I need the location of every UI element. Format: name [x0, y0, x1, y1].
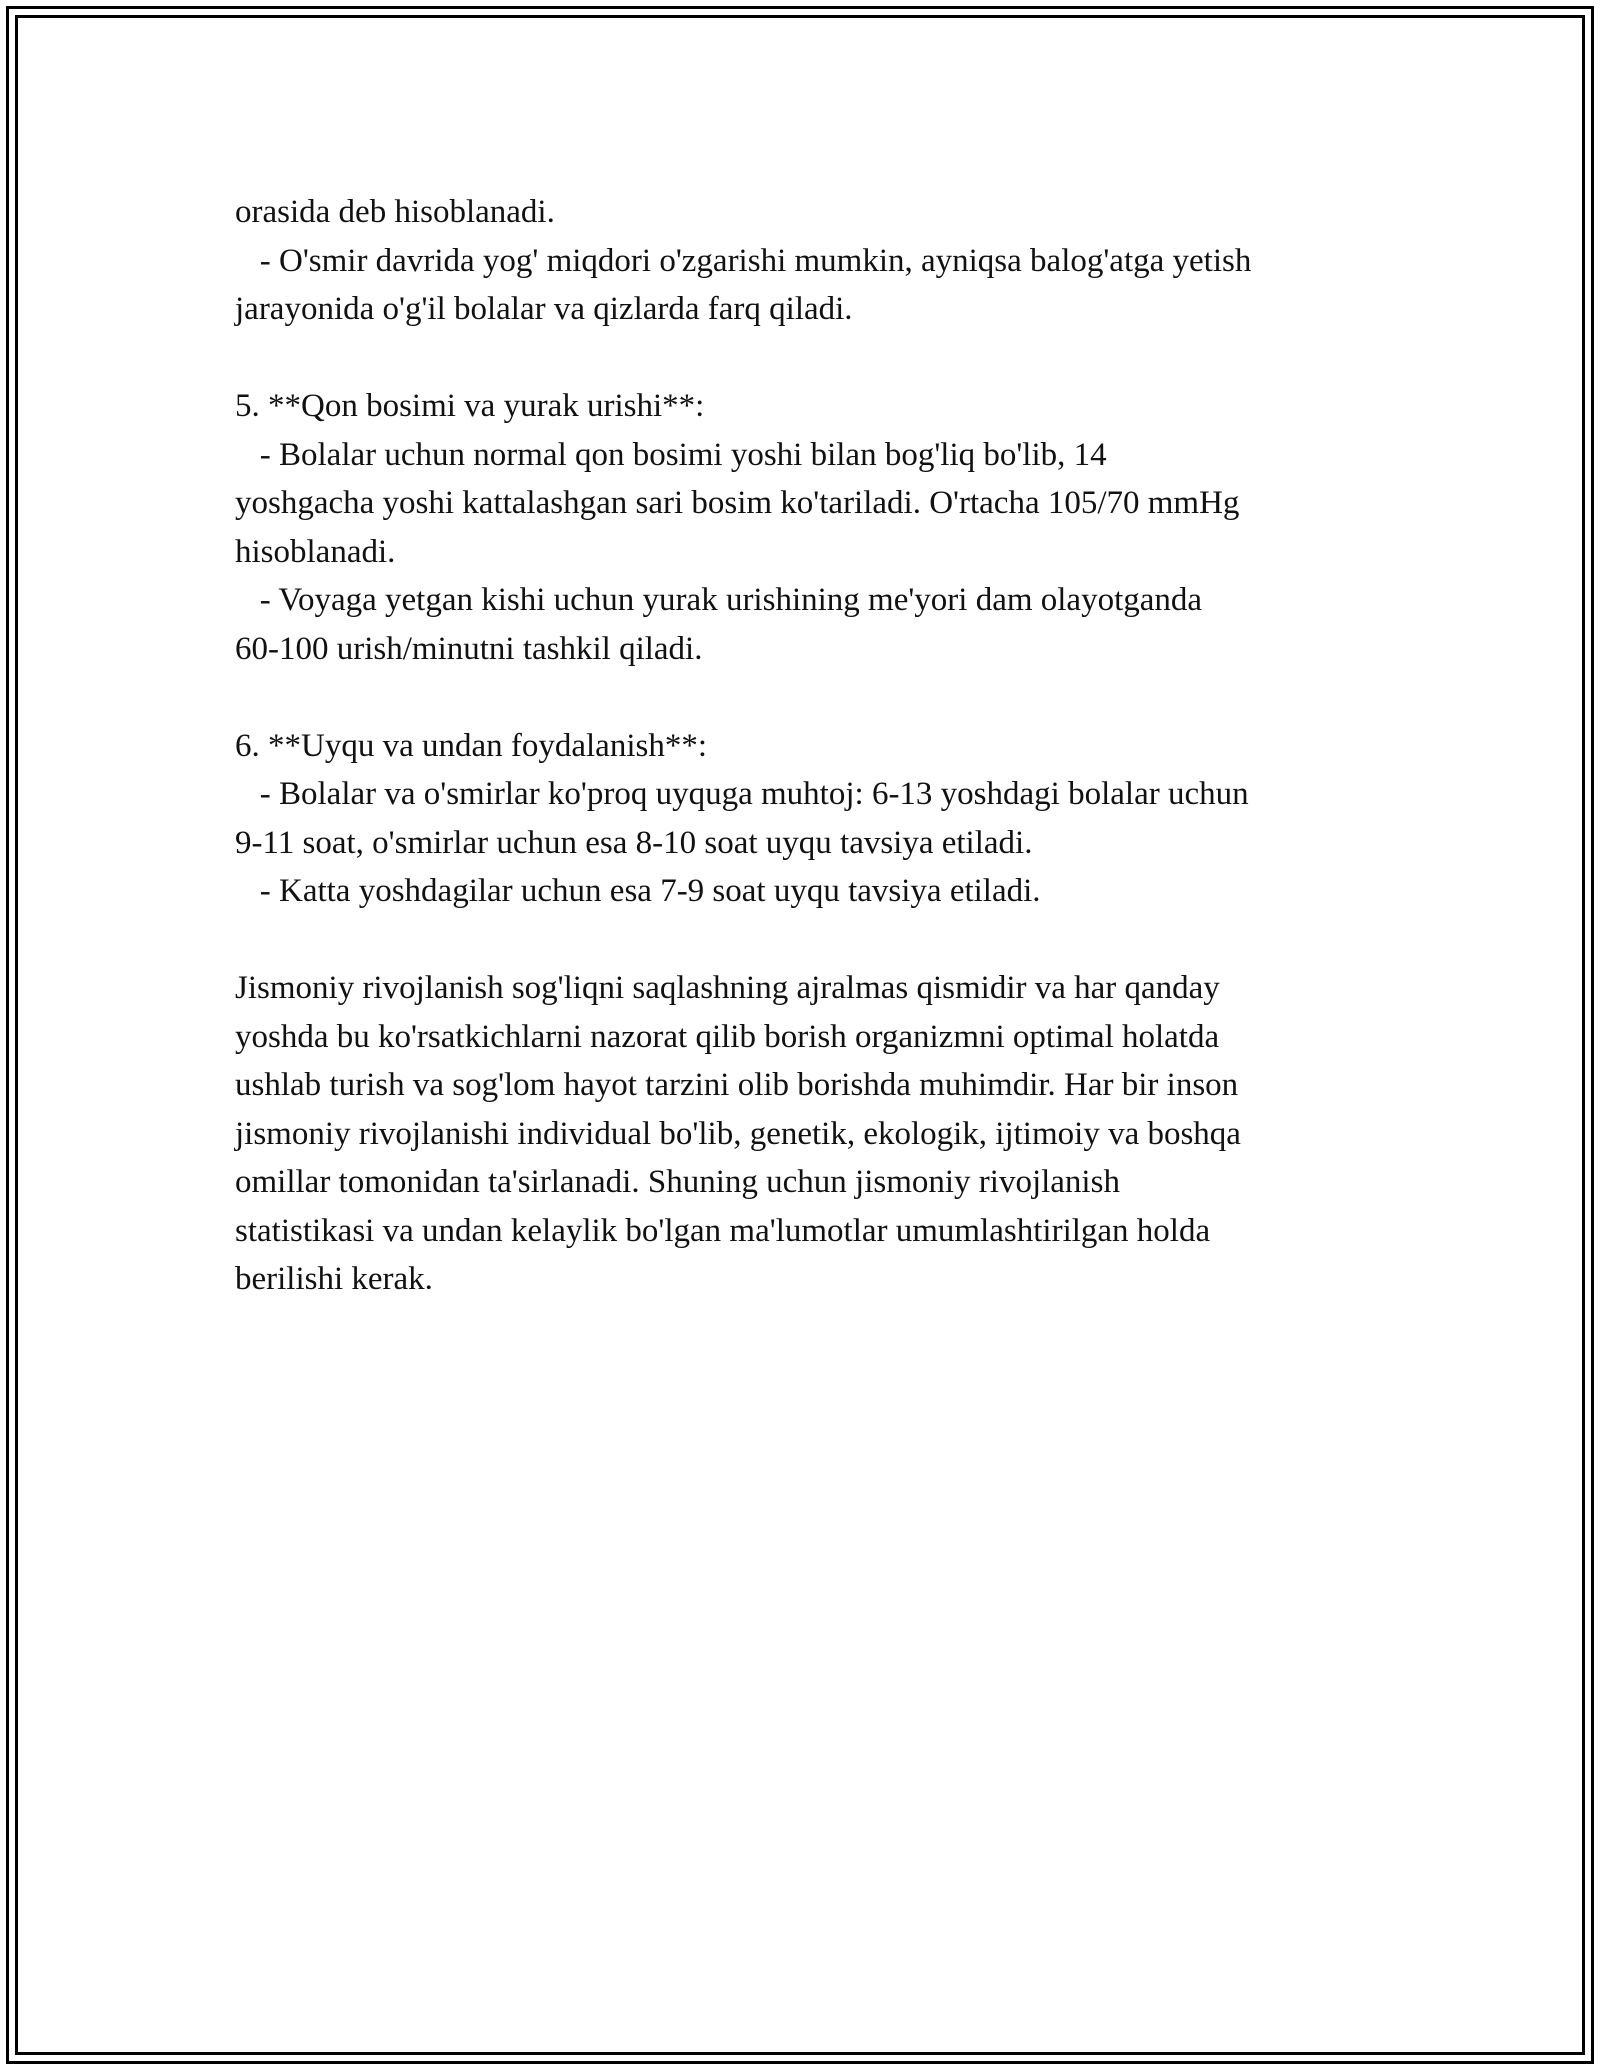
- paragraph-conclusion: [235, 964, 1385, 1304]
- text-line: 60-100 urish/minutni tashkil qiladi.: [235, 630, 703, 667]
- paragraph-gap: [235, 334, 1385, 383]
- section-heading: 5. **Qon bosimi va yurak urishi**:: [235, 388, 705, 424]
- text-line: statistikasi va undan kelaylik bo'lgan ma'lumotlar umumlashtirilgan holda: [235, 1212, 1211, 1249]
- text-line: jismoniy rivojlanishi individual bo'lib, genetik, ekologik, ijtimoiy va boshqa: [235, 1115, 1241, 1152]
- paragraph-gap: [235, 916, 1385, 965]
- text-line: - O'smir davrida yog' miqdori o'zgarishi mumkin, ayniqsa balog'atga yetish: [235, 242, 1252, 279]
- paragraph-body-fat-continuation: [235, 188, 1385, 334]
- paragraph-gap: [235, 673, 1385, 722]
- text-line: yoshgacha yoshi kattalashgan sari bosim ko'tariladi. O'rtacha 105/70 mmHg: [235, 485, 1240, 521]
- text-line: ushlab turish va sog'lom hayot tarzini olib borishda muhimdir. Har bir inson: [235, 1067, 1239, 1103]
- text-line: - Voyaga yetgan kishi uchun yurak urishining me'yori dam olayotganda: [235, 582, 1203, 618]
- text-line: 9-11 soat, o'smirlar uchun esa 8-10 soat uyqu tavsiya etiladi.: [235, 824, 1033, 861]
- document-body: [235, 188, 1385, 1304]
- section-blood-pressure: [235, 382, 1385, 673]
- text-line: - Bolalar uchun normal qon bosimi yoshi bilan bog'liq bo'lib, 14: [235, 436, 1107, 473]
- text-line: - Katta yoshdagilar uchun esa 7-9 soat uyqu tavsiya etiladi.: [235, 873, 1041, 909]
- text-line: Jismoniy rivojlanish sog'liqni saqlashning ajralmas qismidir va har qanday: [235, 970, 1220, 1006]
- section-heading: 6. **Uyqu va undan foydalanish**:: [235, 727, 708, 764]
- text-line: berilishi kerak.: [235, 1261, 433, 1297]
- text-line: - Bolalar va o'smirlar ko'proq uyquga muhtoj: 6-13 yoshdagi bolalar uchun: [235, 776, 1249, 812]
- section-sleep: [235, 722, 1385, 916]
- text-line: yoshda bu ko'rsatkichlarni nazorat qilib borish organizmni optimal holatda: [235, 1018, 1220, 1055]
- text-line: orasida deb hisoblanadi.: [235, 194, 555, 230]
- text-line: hisoblanadi.: [235, 533, 396, 570]
- text-line: omillar tomonidan ta'sirlanadi. Shuning uchun jismoniy rivojlanish: [235, 1164, 1120, 1200]
- text-line: jarayonida o'g'il bolalar va qizlarda farq qiladi.: [235, 291, 853, 327]
